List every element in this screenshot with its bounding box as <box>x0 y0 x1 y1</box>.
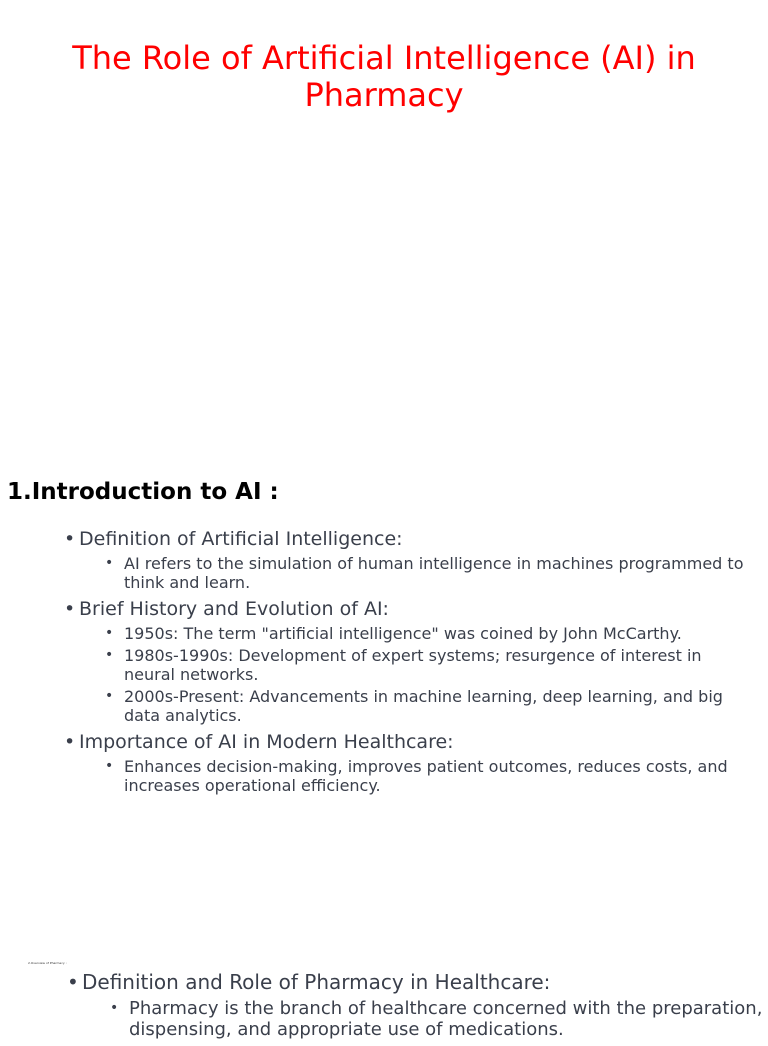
outline-item-label: Definition of Artificial Intelligence: <box>79 528 403 550</box>
outline-item-pharmacy-definition <box>67 970 767 1040</box>
outline-item-importance <box>64 731 744 795</box>
outline-subitem-text: 1980s-1990s: Development of expert systems; resurgence of interest in neural networks. <box>124 646 702 684</box>
outline-subitem-text: 2000s-Present: Advancements in machine learning, deep learning, and big data analytics. <box>124 687 723 725</box>
bullet-icon: • <box>105 647 114 663</box>
outline-item-definition <box>64 528 744 592</box>
outline-subitem <box>79 624 744 643</box>
bullet-icon: • <box>64 528 76 550</box>
outline-item-label: Importance of AI in Modern Healthcare: <box>79 731 454 753</box>
outline-item-label: Brief History and Evolution of AI: <box>79 598 389 620</box>
bullet-icon: • <box>64 731 76 753</box>
page-title: The Role of Artificial Intelligence (AI) in Pharmacy <box>72 39 696 114</box>
outline-item-history <box>64 598 744 725</box>
outline-subitem-text: Pharmacy is the branch of healthcare concerned with the preparation, dispensing, and appropriate use of medications. <box>129 998 763 1040</box>
introduction-outline <box>64 528 744 801</box>
outline-subitem <box>79 646 744 684</box>
bullet-icon: • <box>64 598 76 620</box>
bullet-icon: • <box>67 970 79 994</box>
outline-subitem-text: 1950s: The term "artificial intelligence" was coined by John McCarthy. <box>124 624 682 643</box>
outline-subitem <box>82 998 767 1040</box>
bullet-icon: • <box>105 688 114 704</box>
outline-subitem <box>79 757 744 795</box>
pharmacy-outline <box>67 970 767 1046</box>
outline-item-label: Definition and Role of Pharmacy in Healthcare: <box>82 970 551 994</box>
outline-subitem-text: Enhances decision-making, improves patient outcomes, reduces costs, and increases operational efficiency. <box>124 757 728 795</box>
outline-subitem <box>79 554 744 592</box>
bullet-icon: • <box>110 1000 119 1016</box>
bullet-icon: • <box>105 555 114 571</box>
section-heading-introduction: 1.Introduction to AI : <box>7 479 279 505</box>
outline-subitem-text: AI refers to the simulation of human intelligence in machines programmed to think and learn. <box>124 554 744 592</box>
bullet-icon: • <box>105 758 114 774</box>
section-heading-pharmacy-tiny: 2.Overview of Pharmacy : <box>28 961 67 965</box>
bullet-icon: • <box>105 625 114 641</box>
outline-subitem <box>79 687 744 725</box>
